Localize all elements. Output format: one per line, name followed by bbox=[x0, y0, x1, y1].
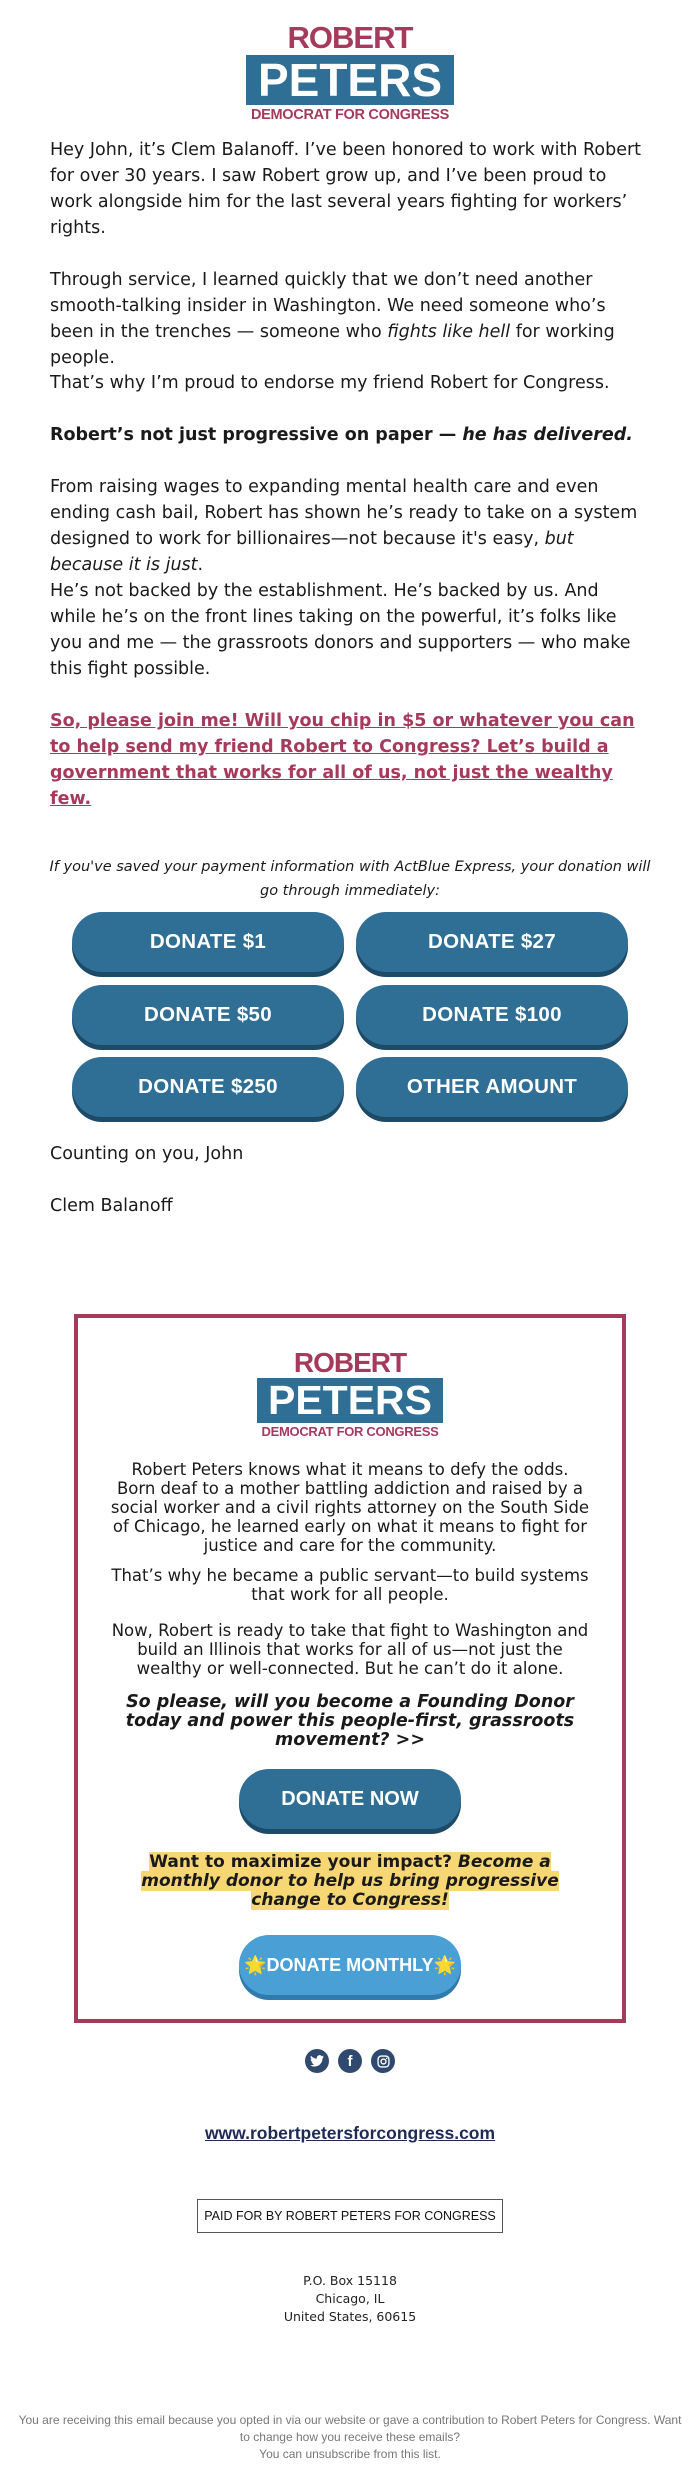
logo-first-name: ROBERT bbox=[287, 20, 413, 55]
signature: Clem Balanoff bbox=[50, 1196, 173, 1216]
donate-27-button[interactable]: DONATE $27 bbox=[356, 912, 628, 972]
donate-1-button[interactable]: DONATE $1 bbox=[72, 912, 344, 972]
insider-emphasis: fights like hell bbox=[387, 322, 511, 342]
card-logo bbox=[245, 1348, 455, 1440]
donate-now-button[interactable]: DONATE NOW bbox=[239, 1769, 461, 1829]
address-line-1: P.O. Box 15118 bbox=[303, 2273, 397, 2288]
logo-last-name: PETERS bbox=[246, 55, 454, 105]
founding-donor-ask: So please, will you become a Founding Donor today and power this people-first, grassroots movement? >> bbox=[125, 1692, 575, 1750]
record-paragraph bbox=[50, 474, 650, 578]
record-emphasis: but because it is just bbox=[50, 529, 574, 575]
insider-paragraph bbox=[50, 267, 650, 371]
actblue-express-note: If you've saved your payment information with ActBlue Express, your donation will go through immediately: bbox=[49, 859, 651, 899]
intro-paragraph: Hey John, it’s Clem Balanoff. I’ve been honored to work with Robert for over 30 years. I saw Robert grow up, and I’ve been proud to work alongside him for the last several years fighting for workers’ rights. bbox=[50, 140, 642, 238]
bio-paragraph-3: Now, Robert is ready to take that fight to Washington and build an Illinois that works for all of us—not just the wealthy or well-connected. But he can’t do it alone. bbox=[111, 1621, 589, 1678]
bio-paragraph-2: That’s why he became a public servant—to build systems that work for all people. bbox=[111, 1566, 589, 1604]
card-logo-last-name: PETERS bbox=[257, 1378, 443, 1423]
monthly-highlight-emphasis: Become a monthly donor to help us bring progressive change to Congress! bbox=[141, 1852, 559, 1910]
monthly-highlight-text bbox=[141, 1852, 558, 1910]
insider-text-a: Through service, I learned quickly that we don’t need another smooth-talking insider in Washington. We need someone who’s been in the trenches — someone who bbox=[50, 270, 606, 342]
address-line-3: United States, 60615 bbox=[283, 2309, 417, 2324]
website-link[interactable]: www.robertpetersforcongress.com bbox=[204, 2123, 496, 2143]
record-text-a: From raising wages to expanding mental health care and even ending cash bail, Robert has shown he’s ready to take on a system designed to work for billionaires—not because it's easy, bbox=[50, 477, 638, 549]
logo-subtitle: DEMOCRAT FOR CONGRESS bbox=[250, 107, 450, 123]
disclaimer-line-1: You are receiving this email because you opted in via our website or gave a contribution to Robert Peters for Congress. Want to change how you receive these emails? bbox=[18, 2413, 682, 2444]
record-text-b: . bbox=[197, 555, 204, 575]
insider-text-b: for working people. bbox=[50, 322, 615, 368]
chip-in-link[interactable]: So, please join me! Will you chip in $5 or whatever you can to help send my friend Robert to Congress? Let’s build a government that works for all of us, not just the wealthy few. bbox=[50, 711, 635, 809]
paid-for-text: PAID FOR BY ROBERT PETERS FOR CONGRESS bbox=[204, 2209, 496, 2223]
other-amount-button[interactable]: OTHER AMOUNT bbox=[356, 1057, 628, 1117]
endorse-paragraph: That’s why I’m proud to endorse my friend Robert for Congress. bbox=[50, 373, 610, 393]
facebook-icon[interactable]: f bbox=[338, 2049, 362, 2073]
donate-monthly-button[interactable]: 🌟DONATE MONTHLY🌟 bbox=[239, 1935, 461, 1995]
instagram-icon[interactable] bbox=[371, 2049, 395, 2073]
delivered-text: Robert’s not just progressive on paper — bbox=[50, 425, 463, 445]
card-logo-first-name: ROBERT bbox=[293, 1347, 407, 1378]
delivered-emphasis: he has delivered. bbox=[462, 425, 633, 445]
donate-250-button[interactable]: DONATE $250 bbox=[72, 1057, 344, 1117]
grassroots-paragraph: He’s not backed by the establishment. He’s backed by us. And while he’s on the front lines taking on the powerful, it’s folks like you and me — the grassroots donors and supporters — who make this fight possible. bbox=[50, 581, 631, 679]
donate-100-button[interactable]: DONATE $100 bbox=[356, 985, 628, 1045]
monthly-highlight-a: Want to maximize your impact? bbox=[149, 1852, 458, 1872]
closing-line: Counting on you, John bbox=[50, 1144, 244, 1164]
unsubscribe-link[interactable]: You can unsubscribe from this list. bbox=[259, 2447, 441, 2461]
header-logo bbox=[235, 22, 465, 124]
donate-50-button[interactable]: DONATE $50 bbox=[72, 985, 344, 1045]
disclaimer-text bbox=[12, 2412, 688, 2463]
bio-paragraph-1: Robert Peters knows what it means to defy the odds. Born deaf to a mother battling addiction and raised by a social worker and a civil rights attorney on the South Side of Chicago, he learned early on what it means to fight for justice and care for the community. bbox=[110, 1460, 590, 1555]
paid-for-box bbox=[197, 2199, 503, 2233]
card-logo-subtitle: DEMOCRAT FOR CONGRESS bbox=[261, 1424, 439, 1439]
address-line-2: Chicago, IL bbox=[315, 2291, 385, 2306]
monthly-highlight bbox=[110, 1853, 590, 1910]
twitter-icon[interactable] bbox=[305, 2049, 329, 2073]
delivered-paragraph bbox=[50, 422, 650, 448]
